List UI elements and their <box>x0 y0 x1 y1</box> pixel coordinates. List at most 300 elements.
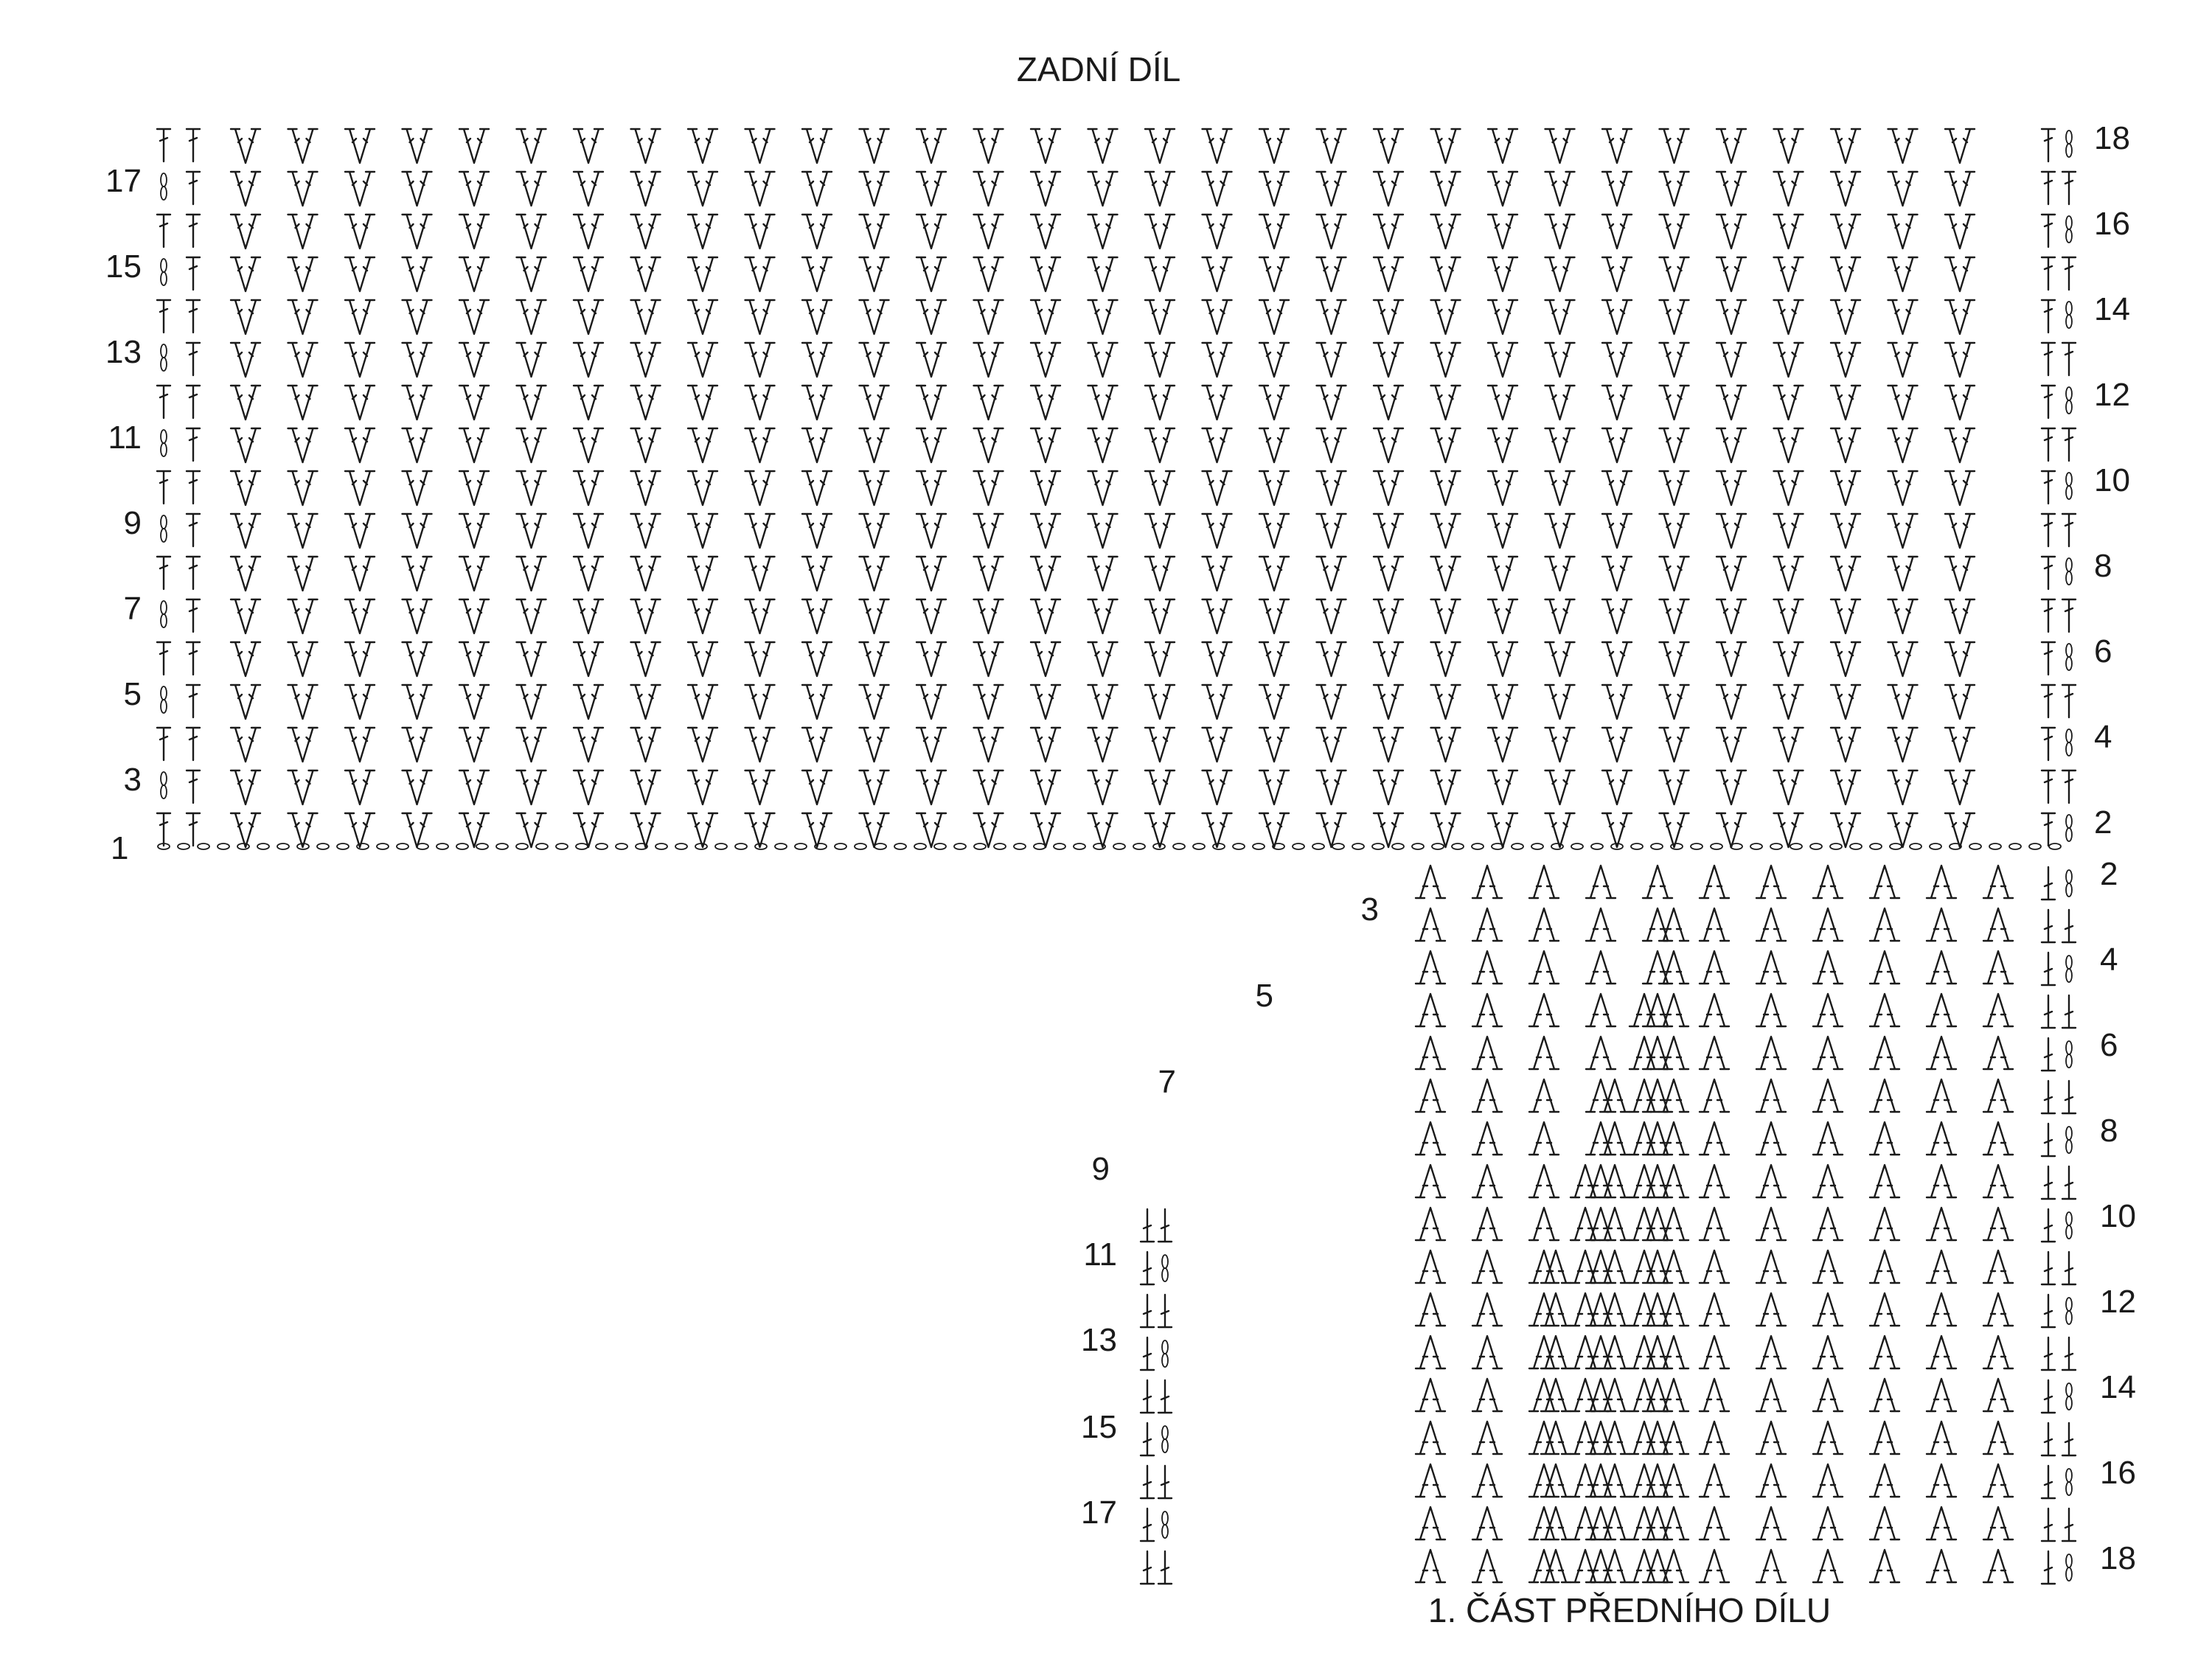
a-stitch-symbol <box>1472 1250 1502 1283</box>
v-stitch-symbol <box>1374 770 1403 804</box>
v-stitch-symbol <box>1888 386 1918 420</box>
a-stitch-symbol <box>1700 1122 1729 1155</box>
v-stitch-symbol <box>1317 642 1346 676</box>
v-stitch-symbol <box>1488 428 1517 462</box>
chain-turn-symbol <box>161 515 167 542</box>
v-stitch-symbol <box>1259 770 1289 804</box>
a-stitch-symbol <box>1813 908 1843 941</box>
v-stitch-symbol <box>1031 129 1060 163</box>
v-stitch-symbol <box>1774 386 1804 420</box>
treble-symbol <box>1158 1380 1172 1413</box>
v-stitch-symbol <box>917 557 946 591</box>
v-stitch-symbol <box>459 514 489 548</box>
a-stitch-symbol <box>1416 1250 1445 1283</box>
v-stitch-symbol <box>459 129 489 163</box>
v-stitch-symbol <box>1203 471 1232 505</box>
v-stitch-symbol <box>231 386 260 420</box>
treble-symbol <box>187 129 200 161</box>
a-stitch-symbol <box>1529 1122 1559 1155</box>
foundation-chain-symbol <box>1830 843 1842 849</box>
v-stitch-symbol <box>802 428 832 462</box>
foundation-chain-symbol <box>2049 843 2061 849</box>
v-stitch-symbol <box>1945 728 1975 762</box>
v-stitch-symbol <box>1545 172 1575 206</box>
a-stitch-symbol <box>1813 1507 1843 1540</box>
v-stitch-symbol <box>1145 728 1175 762</box>
treble-symbol <box>2062 1166 2076 1199</box>
v-stitch-symbol <box>917 514 946 548</box>
a-stitch-symbol <box>1416 1037 1445 1069</box>
v-stitch-symbol <box>917 215 946 248</box>
back-panel-title: ZADNÍ DÍL <box>1016 50 1181 88</box>
v-stitch-symbol <box>1431 172 1461 206</box>
chain-turn-symbol <box>2066 216 2072 243</box>
v-stitch-symbol <box>288 129 318 163</box>
v-stitch-symbol <box>1317 813 1346 847</box>
a-stitch-symbol <box>1813 1464 1843 1497</box>
v-stitch-symbol <box>688 471 717 505</box>
a-stitch-symbol <box>1472 1079 1502 1112</box>
a-stitch-symbol <box>1870 1293 1899 1326</box>
v-stitch-symbol <box>1203 599 1232 633</box>
v-stitch-symbol <box>1545 129 1575 163</box>
treble-symbol <box>187 386 200 418</box>
a-stitch-symbol <box>1472 1165 1502 1197</box>
treble-symbol <box>157 386 170 418</box>
chain-turn-symbol <box>161 686 167 713</box>
row-number-label: 16 <box>2100 1455 2136 1491</box>
v-stitch-symbol <box>1945 428 1975 462</box>
treble-symbol <box>2042 514 2055 546</box>
a-stitch-symbol <box>1813 1422 1843 1454</box>
row-number-label: 12 <box>2100 1284 2136 1320</box>
foundation-chain-symbol <box>974 843 986 849</box>
row-number-label: 3 <box>1360 891 1379 928</box>
foundation-chain-symbol <box>1770 843 1782 849</box>
treble-symbol <box>2042 1380 2055 1413</box>
v-stitch-symbol <box>1545 215 1575 248</box>
a-stitch-symbol <box>1700 1250 1729 1283</box>
v-stitch-symbol <box>1888 557 1918 591</box>
a-stitch-symbol <box>1472 1037 1502 1069</box>
v-stitch-symbol <box>1774 257 1804 291</box>
v-stitch-symbol <box>631 514 661 548</box>
v-stitch-symbol <box>1660 813 1689 847</box>
a-stitch-symbol <box>1529 1079 1559 1112</box>
v-stitch-symbol <box>1031 215 1060 248</box>
v-stitch-symbol <box>745 642 775 676</box>
v-stitch-symbol <box>459 599 489 633</box>
chain-turn-symbol <box>2066 473 2072 499</box>
v-stitch-symbol <box>459 257 489 291</box>
v-stitch-symbol <box>288 257 318 291</box>
v-stitch-symbol <box>1031 428 1060 462</box>
a-stitch-symbol <box>1600 1122 1630 1155</box>
v-stitch-symbol <box>802 257 832 291</box>
chain-turn-symbol <box>1162 1426 1168 1453</box>
a-stitch-symbol <box>1416 866 1445 898</box>
v-stitch-symbol <box>459 343 489 377</box>
v-stitch-symbol <box>688 428 717 462</box>
treble-symbol <box>187 557 200 589</box>
v-stitch-symbol <box>974 514 1004 548</box>
v-stitch-symbol <box>1145 642 1175 676</box>
treble-symbol <box>2042 1124 2055 1156</box>
a-stitch-symbol <box>1700 1422 1729 1454</box>
v-stitch-symbol <box>288 770 318 804</box>
v-stitch-symbol <box>574 257 603 291</box>
a-stitch-symbol <box>1983 951 2013 984</box>
foundation-chain-symbol <box>536 843 548 849</box>
chain-turn-symbol <box>1162 1511 1168 1538</box>
treble-symbol <box>2042 1209 2055 1242</box>
v-stitch-symbol <box>917 300 946 334</box>
row-number-label: 11 <box>1083 1236 1117 1273</box>
v-stitch-symbol <box>745 685 775 719</box>
chain-turn-symbol <box>2066 1469 2072 1495</box>
v-stitch-symbol <box>1431 770 1461 804</box>
row-number-label: 10 <box>2094 462 2130 498</box>
treble-symbol <box>187 471 200 504</box>
row-number-label: 9 <box>123 505 142 541</box>
v-stitch-symbol <box>1374 172 1403 206</box>
a-stitch-symbol <box>1870 1250 1899 1283</box>
a-stitch-symbol <box>1756 1507 1786 1540</box>
row-number-label: 17 <box>105 163 142 199</box>
a-stitch-symbol <box>1870 1422 1899 1454</box>
a-stitch-symbol <box>1870 1165 1899 1197</box>
v-stitch-symbol <box>1259 728 1289 762</box>
a-stitch-symbol <box>1756 1336 1786 1368</box>
a-stitch-symbol <box>1529 1208 1559 1240</box>
v-stitch-symbol <box>688 685 717 719</box>
foundation-chain-symbol <box>437 843 448 849</box>
a-stitch-symbol <box>1813 1250 1843 1283</box>
v-stitch-symbol <box>1888 514 1918 548</box>
foundation-chain-symbol <box>1074 843 1085 849</box>
v-stitch-symbol <box>1888 172 1918 206</box>
v-stitch-symbol <box>517 813 546 847</box>
v-stitch-symbol <box>231 685 260 719</box>
v-stitch-symbol <box>860 215 889 248</box>
v-stitch-symbol <box>1602 172 1632 206</box>
v-stitch-symbol <box>1888 813 1918 847</box>
v-stitch-symbol <box>631 172 661 206</box>
v-stitch-symbol <box>974 343 1004 377</box>
v-stitch-symbol <box>802 642 832 676</box>
a-stitch-symbol <box>1870 951 1899 984</box>
v-stitch-symbol <box>1145 685 1175 719</box>
v-stitch-symbol <box>1888 685 1918 719</box>
v-stitch-symbol <box>517 172 546 206</box>
v-stitch-symbol <box>1145 257 1175 291</box>
v-stitch-symbol <box>1431 300 1461 334</box>
a-stitch-symbol <box>1756 1550 1786 1582</box>
row-number-label: 12 <box>2094 377 2130 413</box>
row-number-label: 15 <box>1081 1409 1117 1445</box>
v-stitch-symbol <box>1145 386 1175 420</box>
v-stitch-symbol <box>802 343 832 377</box>
a-stitch-symbol <box>1813 1293 1843 1326</box>
treble-symbol <box>187 728 200 760</box>
a-stitch-symbol <box>1416 1464 1445 1497</box>
v-stitch-symbol <box>231 471 260 505</box>
a-stitch-symbol <box>1927 951 1956 984</box>
a-stitch-symbol <box>1700 1208 1729 1240</box>
treble-symbol <box>2042 1166 2055 1199</box>
v-stitch-symbol <box>1660 471 1689 505</box>
v-stitch-symbol <box>974 129 1004 163</box>
v-stitch-symbol <box>1088 386 1118 420</box>
a-stitch-symbol <box>1416 1079 1445 1112</box>
v-stitch-symbol <box>1945 129 1975 163</box>
a-stitch-symbol <box>1416 1336 1445 1368</box>
a-stitch-symbol <box>1529 908 1559 941</box>
treble-symbol <box>157 813 170 846</box>
v-stitch-symbol <box>1374 813 1403 847</box>
treble-symbol <box>1141 1380 1154 1413</box>
v-stitch-symbol <box>1831 813 1860 847</box>
v-stitch-symbol <box>917 257 946 291</box>
v-stitch-symbol <box>231 514 260 548</box>
v-stitch-symbol <box>1888 129 1918 163</box>
v-stitch-symbol <box>1259 129 1289 163</box>
v-stitch-symbol <box>1431 642 1461 676</box>
a-stitch-symbol <box>1927 1464 1956 1497</box>
v-stitch-symbol <box>288 642 318 676</box>
v-stitch-symbol <box>631 300 661 334</box>
a-stitch-symbol <box>1756 1293 1786 1326</box>
a-stitch-symbol <box>1472 1550 1502 1582</box>
v-stitch-symbol <box>1774 599 1804 633</box>
a-stitch-symbol <box>1756 951 1786 984</box>
v-stitch-symbol <box>231 172 260 206</box>
v-stitch-symbol <box>802 514 832 548</box>
v-stitch-symbol <box>974 172 1004 206</box>
v-stitch-symbol <box>1088 557 1118 591</box>
v-stitch-symbol <box>1317 599 1346 633</box>
treble-symbol <box>1158 1209 1172 1242</box>
treble-symbol <box>2042 813 2055 846</box>
a-stitch-symbol <box>1472 1464 1502 1497</box>
chain-turn-symbol <box>161 772 167 799</box>
foundation-chain-symbol <box>1133 843 1145 849</box>
a-stitch-symbol <box>1529 994 1559 1026</box>
a-stitch-symbol <box>1700 908 1729 941</box>
a-stitch-symbol <box>1586 1079 1615 1112</box>
v-stitch-symbol <box>1945 257 1975 291</box>
a-stitch-symbol <box>1416 1507 1445 1540</box>
a-stitch-symbol <box>1600 1464 1630 1497</box>
a-stitch-symbol <box>1630 1379 1659 1411</box>
v-stitch-symbol <box>1259 557 1289 591</box>
v-stitch-symbol <box>1945 514 1975 548</box>
treble-symbol <box>1141 1252 1154 1284</box>
v-stitch-symbol <box>459 172 489 206</box>
v-stitch-symbol <box>459 557 489 591</box>
a-stitch-symbol <box>1643 866 1672 898</box>
v-stitch-symbol <box>574 813 603 847</box>
v-stitch-symbol <box>1259 471 1289 505</box>
v-stitch-symbol <box>802 215 832 248</box>
foundation-chain-symbol <box>914 843 926 849</box>
a-stitch-symbol <box>1983 1037 2013 1069</box>
v-stitch-symbol <box>1088 471 1118 505</box>
a-stitch-symbol <box>1756 1079 1786 1112</box>
v-stitch-symbol <box>745 770 775 804</box>
v-stitch-symbol <box>1488 343 1517 377</box>
a-stitch-symbol <box>1870 1122 1899 1155</box>
a-stitch-symbol <box>1416 1379 1445 1411</box>
v-stitch-symbol <box>1717 428 1746 462</box>
foundation-chain-symbol <box>1332 843 1344 849</box>
row-number-label: 9 <box>1091 1151 1110 1187</box>
v-stitch-symbol <box>345 514 375 548</box>
a-stitch-symbol <box>1700 951 1729 984</box>
a-stitch-symbol <box>1870 1464 1899 1497</box>
foundation-chain-symbol <box>1930 843 1941 849</box>
v-stitch-symbol <box>574 129 603 163</box>
v-stitch-symbol <box>745 471 775 505</box>
a-stitch-symbol <box>1983 908 2013 941</box>
v-stitch-symbol <box>1259 343 1289 377</box>
foundation-chain-symbol <box>1512 843 1523 849</box>
v-stitch-symbol <box>288 514 318 548</box>
v-stitch-symbol <box>231 257 260 291</box>
v-stitch-symbol <box>1374 343 1403 377</box>
v-stitch-symbol <box>1660 257 1689 291</box>
v-stitch-symbol <box>574 642 603 676</box>
treble-symbol <box>2042 129 2055 161</box>
v-stitch-symbol <box>288 215 318 248</box>
v-stitch-symbol <box>1031 172 1060 206</box>
chain-turn-symbol <box>2066 1127 2072 1153</box>
v-stitch-symbol <box>1203 770 1232 804</box>
a-stitch-symbol <box>1983 994 2013 1026</box>
v-stitch-symbol <box>574 428 603 462</box>
a-stitch-symbol <box>1700 1165 1729 1197</box>
foundation-chain-symbol <box>1571 843 1583 849</box>
v-stitch-symbol <box>1203 642 1232 676</box>
v-stitch-symbol <box>574 685 603 719</box>
v-stitch-symbol <box>1317 728 1346 762</box>
treble-symbol <box>187 514 200 546</box>
foundation-chain-symbol <box>277 843 289 849</box>
a-stitch-symbol <box>1756 1422 1786 1454</box>
treble-symbol <box>157 642 170 675</box>
v-stitch-symbol <box>1088 257 1118 291</box>
v-stitch-symbol <box>1088 728 1118 762</box>
v-stitch-symbol <box>745 172 775 206</box>
v-stitch-symbol <box>1317 257 1346 291</box>
v-stitch-symbol <box>802 471 832 505</box>
v-stitch-symbol <box>1374 557 1403 591</box>
v-stitch-symbol <box>745 257 775 291</box>
v-stitch-symbol <box>917 642 946 676</box>
v-stitch-symbol <box>631 129 661 163</box>
v-stitch-symbol <box>631 685 661 719</box>
v-stitch-symbol <box>1831 514 1860 548</box>
v-stitch-symbol <box>1602 770 1632 804</box>
v-stitch-symbol <box>1717 471 1746 505</box>
v-stitch-symbol <box>1145 813 1175 847</box>
foundation-chain-symbol <box>1591 843 1603 849</box>
v-stitch-symbol <box>1259 257 1289 291</box>
v-stitch-symbol <box>745 514 775 548</box>
v-stitch-symbol <box>1831 343 1860 377</box>
foundation-chain-symbol <box>178 843 189 849</box>
v-stitch-symbol <box>403 257 432 291</box>
a-stitch-symbol <box>1630 1079 1659 1112</box>
v-stitch-symbol <box>517 557 546 591</box>
v-stitch-symbol <box>459 471 489 505</box>
v-stitch-symbol <box>1488 215 1517 248</box>
v-stitch-symbol <box>1888 428 1918 462</box>
v-stitch-symbol <box>1031 386 1060 420</box>
foundation-chain-symbol <box>397 843 408 849</box>
treble-symbol <box>157 215 170 247</box>
treble-symbol <box>2042 1423 2055 1455</box>
treble-symbol <box>2042 386 2055 418</box>
v-stitch-symbol <box>745 728 775 762</box>
a-stitch-symbol <box>1927 1165 1956 1197</box>
foundation-chain-symbol <box>456 843 468 849</box>
v-stitch-symbol <box>1774 300 1804 334</box>
row-number-label: 2 <box>2094 804 2112 841</box>
v-stitch-symbol <box>574 386 603 420</box>
foundation-chain-symbol <box>1790 843 1802 849</box>
v-stitch-symbol <box>1545 428 1575 462</box>
a-stitch-symbol <box>1700 1293 1729 1326</box>
foundation-chain-symbol <box>1054 843 1065 849</box>
v-stitch-symbol <box>403 471 432 505</box>
chain-turn-symbol <box>2066 1383 2072 1410</box>
v-stitch-symbol <box>288 428 318 462</box>
v-stitch-symbol <box>1888 642 1918 676</box>
v-stitch-symbol <box>1145 557 1175 591</box>
a-stitch-symbol <box>1700 866 1729 898</box>
v-stitch-symbol <box>1888 257 1918 291</box>
a-stitch-symbol <box>1927 866 1956 898</box>
v-stitch-symbol <box>1203 728 1232 762</box>
v-stitch-symbol <box>345 300 375 334</box>
v-stitch-symbol <box>517 770 546 804</box>
v-stitch-symbol <box>1774 685 1804 719</box>
a-stitch-symbol <box>1927 1422 1956 1454</box>
v-stitch-symbol <box>1945 813 1975 847</box>
v-stitch-symbol <box>860 599 889 633</box>
treble-symbol <box>1158 1466 1172 1498</box>
a-stitch-symbol <box>1700 1079 1729 1112</box>
a-stitch-symbol <box>1927 1122 1956 1155</box>
v-stitch-symbol <box>974 728 1004 762</box>
a-stitch-symbol <box>1529 1165 1559 1197</box>
v-stitch-symbol <box>688 215 717 248</box>
v-stitch-symbol <box>688 728 717 762</box>
foundation-chain-symbol <box>1810 843 1822 849</box>
v-stitch-symbol <box>1431 813 1461 847</box>
foundation-chain-symbol <box>1850 843 1862 849</box>
row-number-label: 5 <box>123 676 142 712</box>
a-stitch-symbol <box>1927 1293 1956 1326</box>
v-stitch-symbol <box>1945 599 1975 633</box>
v-stitch-symbol <box>860 514 889 548</box>
v-stitch-symbol <box>288 471 318 505</box>
treble-symbol <box>187 428 200 461</box>
v-stitch-symbol <box>1831 428 1860 462</box>
foundation-chain-symbol <box>596 843 608 849</box>
a-stitch-symbol <box>1927 1250 1956 1283</box>
